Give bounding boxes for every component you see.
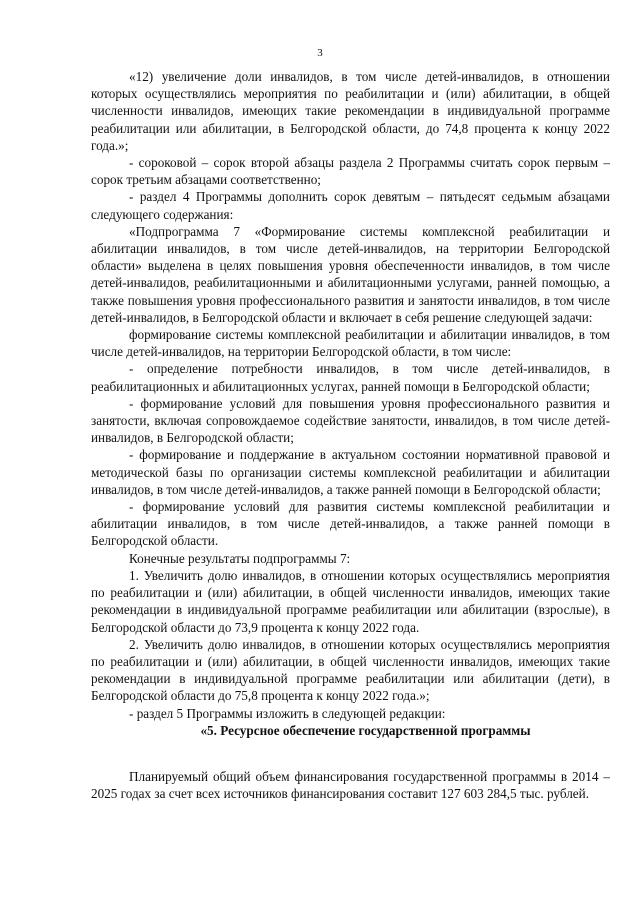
list-item-development: - формирование условий для развития системы комплексной реабилитации и абилитации инвалидов, в том числе детей-инвалидов, а также ранней помощи в Белгородской области. [91, 499, 610, 549]
paragraph-results-heading: Конечные результаты подпрограммы 7: [129, 550, 351, 566]
section-heading: «5. Ресурсное обеспечение государственной программы [200, 722, 531, 738]
paragraph-result-2: 2. Увеличить долю инвалидов, в отношении которых осуществлялись мероприятия по реабилитации и (или) абилитации, в общей численности инвалидов, имеющих такие рекомендации в индивидуальной программе реабилитации или абилитации (дети), в Белгородской области до 75,8 процента к концу 2022 года.»; [91, 636, 610, 704]
page-number: 3 [317, 47, 323, 59]
paragraph-amend-section-5: - раздел 5 Программы изложить в следующей редакции: [129, 705, 446, 721]
paragraph-goal-12: «12) увеличение доли инвалидов, в том числе детей-инвалидов, в отношении которых осуществлялись мероприятия по реабилитации и (или) абилитации, в общей численности инвалидов, имеющих такие рекомендации в индивидуальной программе реабилитации или абилитации, в Белгородской области, до 74,8 процента к концу 2022 года.»; [91, 69, 610, 153]
spacer [91, 739, 610, 768]
paragraph-result-1: 1. Увеличить долю инвалидов, в отношении которых осуществлялись мероприятия по реабилитации и (или) абилитации, в общей численности инвалидов, имеющих такие рекомендации в индивидуальной программе реабилитации или абилитации (взрослые), в Белгородской области до 73,9 процента к концу 2022 года. [91, 567, 610, 635]
list-item-employment: - формирование условий для повышения уровня профессионального развития и занятости, включая сопровождаемое содействие занятости, инвалидов, в том числе детей-инвалидов, в Белгородской области; [91, 395, 610, 446]
list-item-needs: - определение потребности инвалидов, в том числе детей-инвалидов, в реабилитационных и абилитационных услугах, ранней помощи в Белгородской области; [91, 361, 610, 394]
paragraph-task: формирование системы комплексной реабилитации и абилитации инвалидов, в том числе детей-инвалидов, на территории Белгородской области, в том числе: [91, 327, 610, 360]
list-item-regulatory-base: - формирование и поддержание в актуальном состоянии нормативной правовой и методической базы по организации системы комплексной реабилитации и абилитации инвалидов, в том числе детей-инвалидов, а также ранней помощи в Белгородской области; [91, 447, 610, 497]
paragraph-funding: Планируемый общий объем финансирования государственной программы в 2014 – 2025 годах за счет всех источников финансирования составит 127 603 284,5 тыс. рублей. [91, 768, 610, 802]
paragraph-subprogram-7: «Подпрограмма 7 «Формирование системы комплексной реабилитации и абилитации инвалидов, в том числе детей-инвалидов, на территории Белгородской области» выделена в целях повышения уровня обеспеченности инвалидов, в том числе детей-инвалидов, реабилитационными и абилитационными услугами, ранней помощью, а также повышения уровня профессионального развития и занятости инвалидов, в том числе детей-инвалидов, в Белгородской области и включает в себя решение следующей задачи: [91, 223, 610, 325]
document-body [91, 68, 610, 802]
paragraph-renumber-section-2: - сороковой – сорок второй абзацы раздела 2 Программы считать сорок первым – сорок третьим абзацами соответственно; [91, 155, 610, 188]
paragraph-amend-section-4: - раздел 4 Программы дополнить сорок девятым – пятьдесят седьмым абзацами следующего содержания: [91, 189, 610, 222]
